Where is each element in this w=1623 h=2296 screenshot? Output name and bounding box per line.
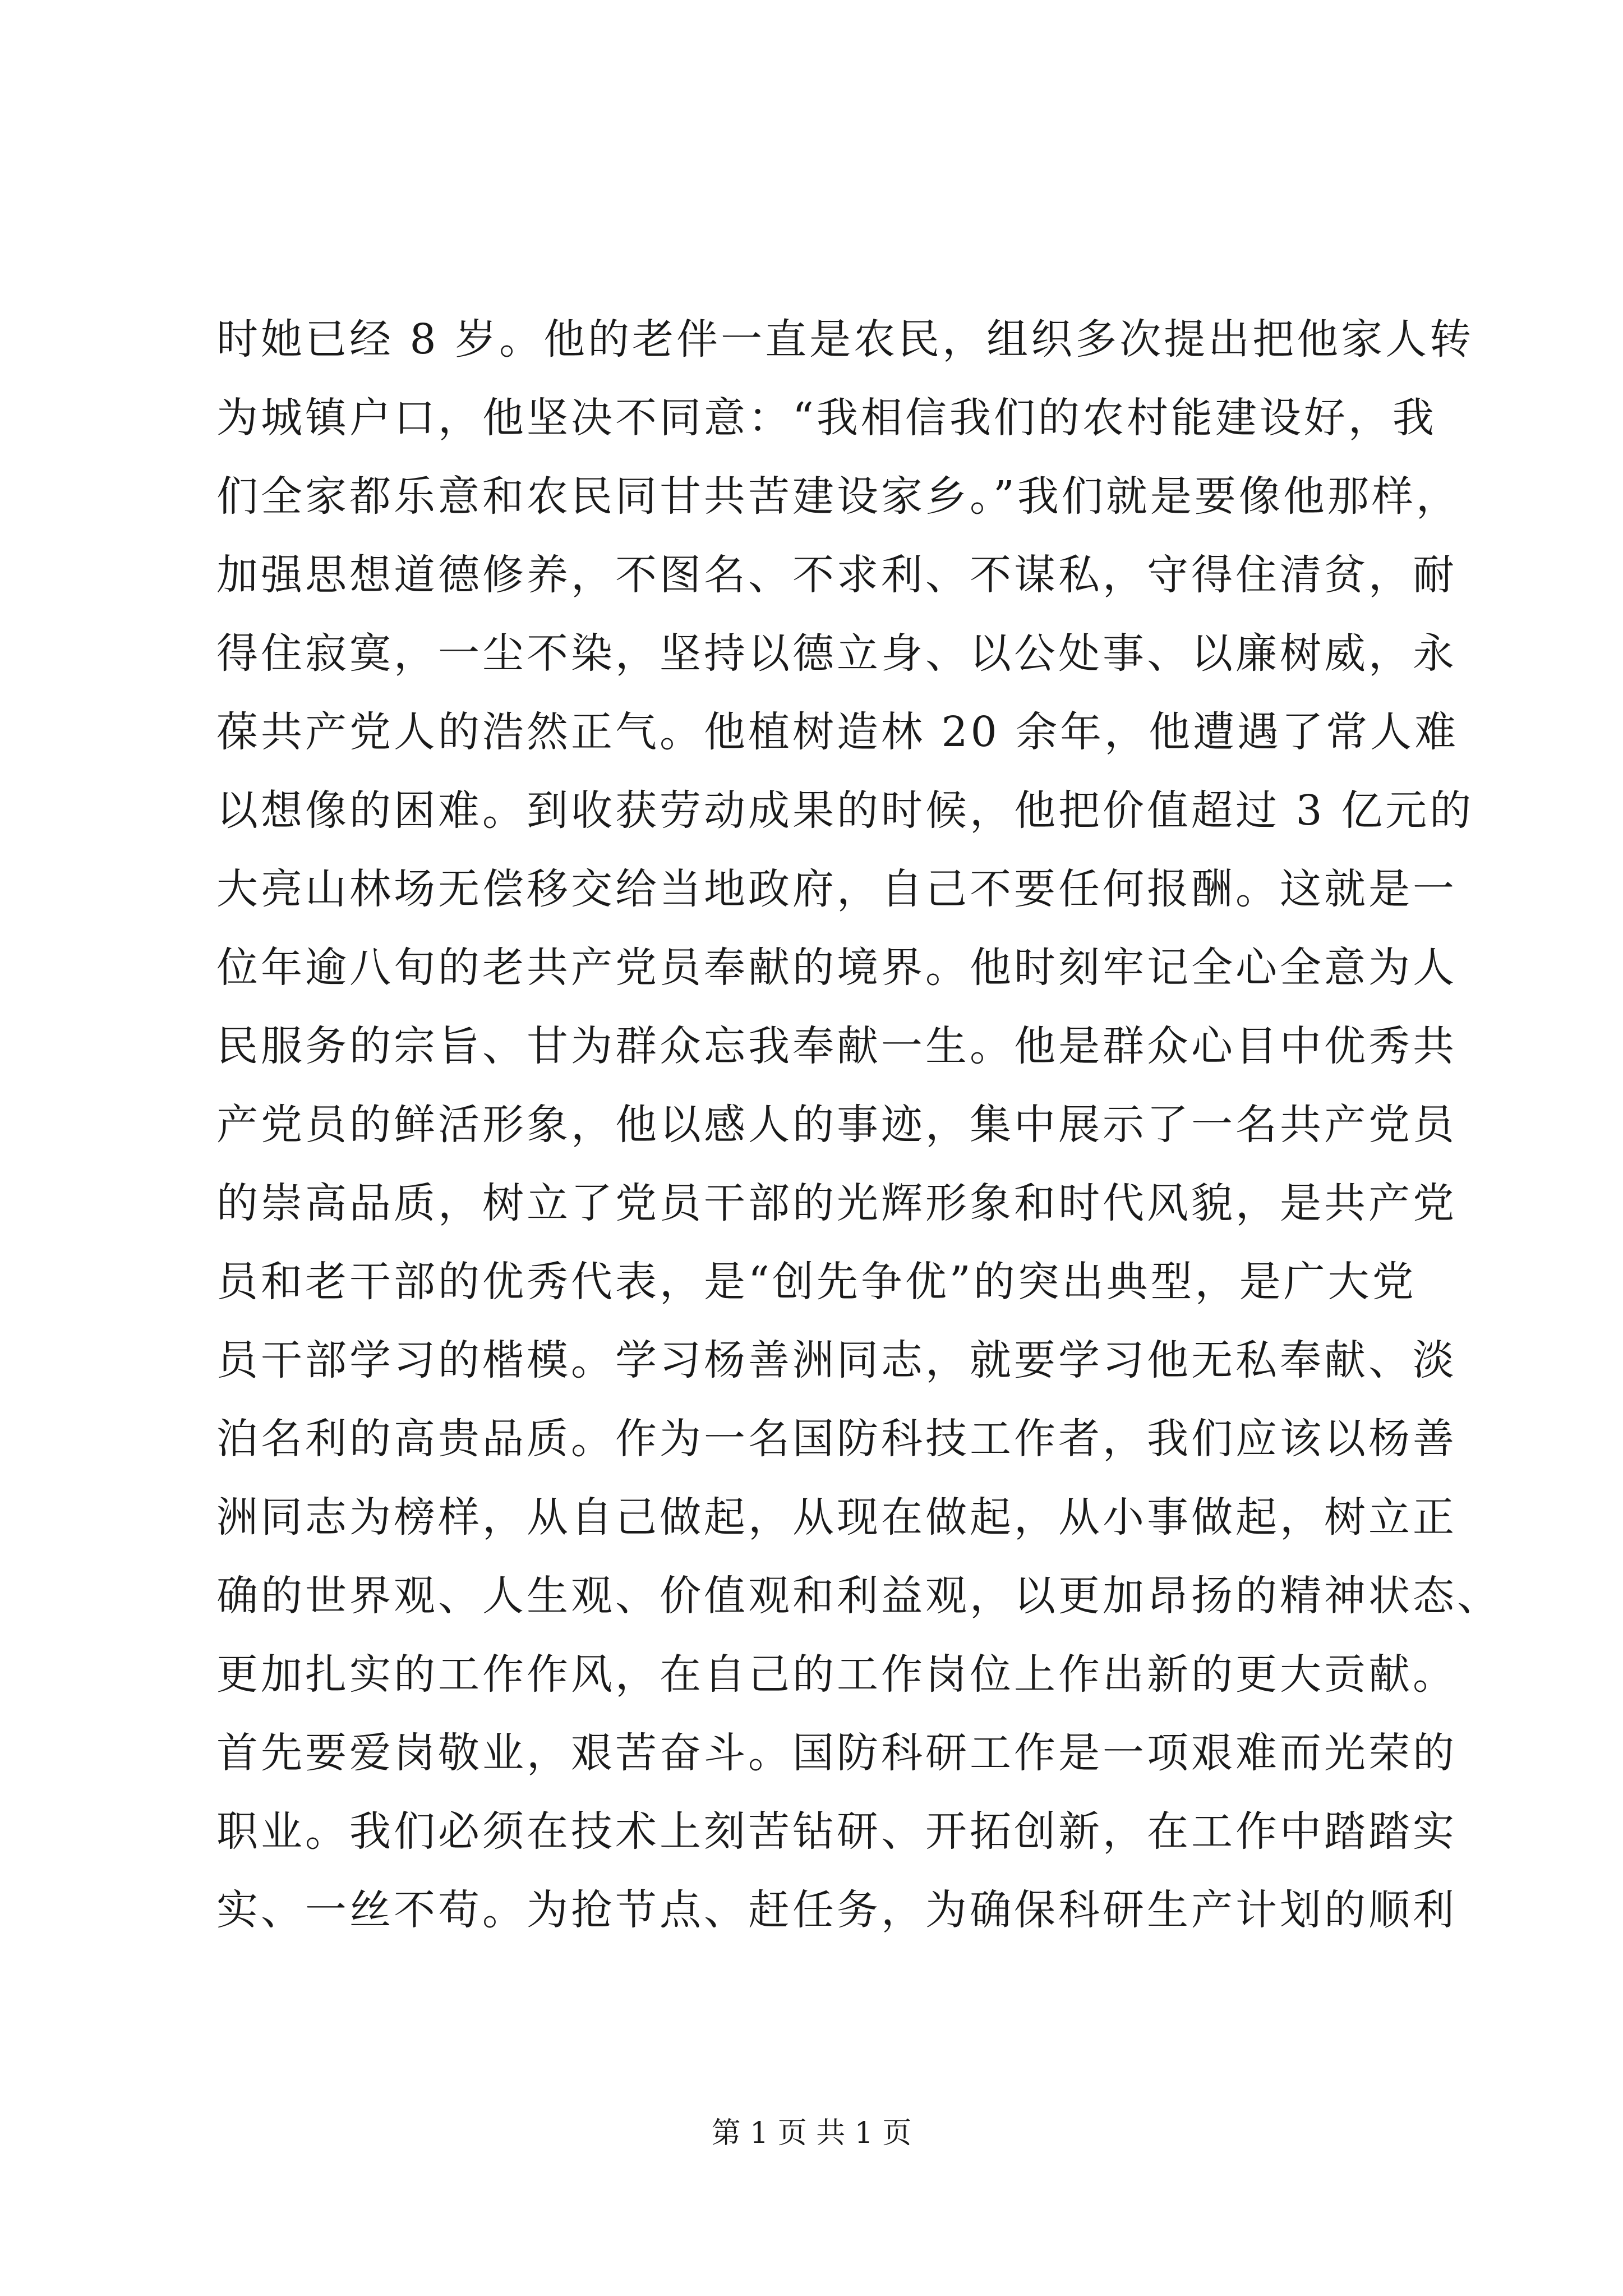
text-line: 时她已经 8 岁。他的老伴一直是农民，组织多次提出把他家人转 [216,315,1474,364]
text-line: 位年逾八旬的老共产党员奉献的境界。他时刻牢记全心全意为人 [216,944,1457,992]
text-line: 民服务的宗旨、甘为群众忘我奉献一生。他是群众心目中优秀共 [216,1022,1457,1070]
text-line: 得住寂寞，一尘不染，坚持以德立身、以公处事、以廉树威，永 [216,629,1457,678]
text-line: 职业。我们必须在技术上刻苦钻研、开拓创新，在工作中踏踏实 [216,1807,1457,1856]
text-line: 以想像的困难。到收获劳动成果的时候，他把价值超过 3 亿元的 [216,786,1474,835]
text-line: 加强思想道德修养，不图名、不求利、不谋私，守得住清贫，耐 [216,551,1457,599]
text-line: 葆共产党人的浩然正气。他植树造林 20 余年，他遭遇了常人难 [216,708,1459,756]
page-footer [0,2114,1623,2153]
text-line: 更加扎实的工作作风，在自己的工作岗位上作出新的更大贡献。 [216,1650,1457,1699]
text-line: 洲同志为榜样，从自己做起，从现在做起，从小事做起，树立正 [216,1493,1457,1542]
page-number: 第 1 页 共 1 页 [711,2116,912,2150]
text-line: 的崇高品质，树立了党员干部的光辉形象和时代风貌，是共产党 [216,1179,1457,1227]
text-line: 泊名利的高贵品质。作为一名国防科技工作者，我们应该以杨善 [216,1415,1457,1463]
text-line: 首先要爱岗敬业，艰苦奋斗。国防科研工作是一项艰难而光荣的 [216,1729,1457,1777]
text-line: 为城镇户口，他坚决不同意：“我相信我们的农村能建设好，我 [216,394,1437,442]
text-line: 实、一丝不苟。为抢节点、赶任务，为确保科研生产计划的顺利 [216,1886,1457,1934]
body-text [216,300,1501,1949]
text-line: 确的世界观、人生观、价值观和利益观，以更加昂扬的精神状态、 [216,1572,1501,1620]
text-line: 们全家都乐意和农民同甘共苦建设家乡。”我们就是要像他那样， [216,472,1460,521]
text-line: 大亮山林场无偿移交给当地政府，自己不要任何报酬。这就是一 [216,865,1457,913]
text-line: 产党员的鲜活形象，他以感人的事迹，集中展示了一名共产党员 [216,1101,1457,1149]
text-line: 员干部学习的楷模。学习杨善洲同志，就要学习他无私奉献、淡 [216,1336,1457,1384]
text-line: 员和老干部的优秀代表，是“创先争优”的突出典型，是广大党 [216,1258,1417,1306]
